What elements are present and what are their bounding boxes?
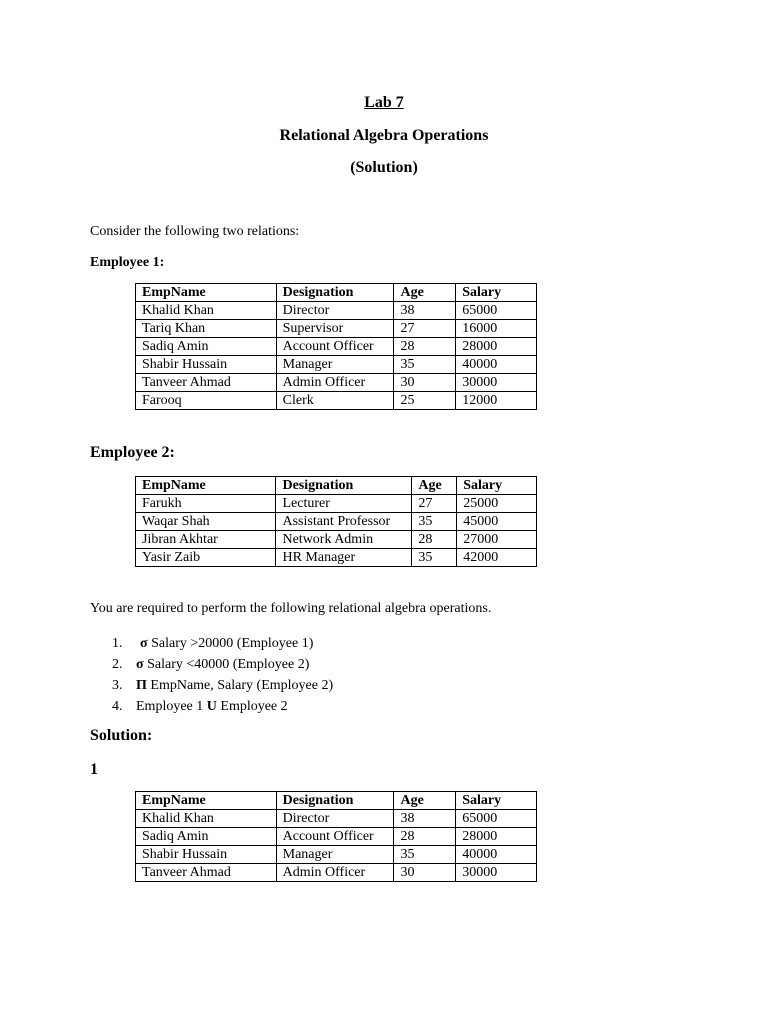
lab-title: Lab 7 bbox=[364, 94, 404, 111]
column-header: EmpName bbox=[136, 477, 276, 495]
table-cell: Shabir Hussain bbox=[136, 846, 277, 864]
table-cell: Waqar Shah bbox=[136, 513, 276, 531]
table-cell: Director bbox=[276, 302, 394, 320]
table-cell: Account Officer bbox=[276, 828, 394, 846]
table-cell: Tanveer Ahmad bbox=[136, 374, 277, 392]
column-header: Designation bbox=[276, 477, 412, 495]
table-cell: 38 bbox=[394, 810, 456, 828]
item-number: 1. bbox=[112, 636, 123, 651]
table-cell: 35 bbox=[394, 846, 456, 864]
employee2-label: Employee 2: bbox=[90, 444, 175, 461]
table-cell: 27 bbox=[412, 495, 457, 513]
table-row bbox=[136, 374, 537, 392]
table-cell: Network Admin bbox=[276, 531, 412, 549]
table-cell: Tanveer Ahmad bbox=[136, 864, 277, 882]
table-row bbox=[136, 302, 537, 320]
table-cell: 25000 bbox=[457, 495, 537, 513]
column-header: EmpName bbox=[136, 792, 277, 810]
item-number: 2. bbox=[112, 657, 123, 672]
table-cell: 28000 bbox=[456, 828, 537, 846]
table-cell: 28 bbox=[394, 338, 456, 356]
table-cell: 28 bbox=[394, 828, 456, 846]
table-cell: 35 bbox=[412, 513, 457, 531]
column-header: Designation bbox=[276, 284, 394, 302]
table-cell: Yasir Zaib bbox=[136, 549, 276, 567]
table-row bbox=[136, 864, 537, 882]
table-row bbox=[136, 810, 537, 828]
task-text: You are required to perform the following relational algebra operations. bbox=[90, 601, 492, 616]
table-cell: 35 bbox=[394, 356, 456, 374]
table-cell: 30 bbox=[394, 374, 456, 392]
operation-text: Salary <40000 (Employee 2) bbox=[143, 657, 310, 672]
column-header: Age bbox=[412, 477, 457, 495]
sigma-symbol: σ bbox=[136, 657, 144, 672]
operation-text: Employee 2 bbox=[216, 699, 288, 714]
column-header: Salary bbox=[456, 284, 537, 302]
table-cell: 45000 bbox=[457, 513, 537, 531]
sigma-symbol: σ bbox=[140, 636, 148, 651]
table-cell: 35 bbox=[412, 549, 457, 567]
operation-text: EmpName, Salary (Employee 2) bbox=[146, 678, 334, 693]
table-cell: 65000 bbox=[456, 810, 537, 828]
operation-text: Salary >20000 (Employee 1) bbox=[147, 636, 314, 651]
table-cell: 38 bbox=[394, 302, 456, 320]
table-row bbox=[136, 495, 537, 513]
table-cell: 12000 bbox=[456, 392, 537, 410]
table-cell: Khalid Khan bbox=[136, 810, 277, 828]
column-header: Age bbox=[394, 792, 456, 810]
pi-symbol: Π bbox=[136, 678, 147, 693]
operation-prefix: Employee 1 bbox=[136, 699, 207, 714]
column-header: Age bbox=[394, 284, 456, 302]
table-header-row bbox=[136, 792, 537, 810]
table-cell: Assistant Professor bbox=[276, 513, 412, 531]
table-row bbox=[136, 846, 537, 864]
table-cell: Manager bbox=[276, 356, 394, 374]
employee1-label: Employee 1: bbox=[90, 255, 165, 270]
column-header: Salary bbox=[457, 477, 537, 495]
table-cell: 16000 bbox=[456, 320, 537, 338]
intro-text: Consider the following two relations: bbox=[90, 224, 300, 239]
table-cell: 27 bbox=[394, 320, 456, 338]
table-cell: 42000 bbox=[457, 549, 537, 567]
table-cell: Lecturer bbox=[276, 495, 412, 513]
table-cell: 28000 bbox=[456, 338, 537, 356]
table-cell: 30 bbox=[394, 864, 456, 882]
solution-table bbox=[135, 791, 537, 882]
item-number: 4. bbox=[112, 699, 123, 714]
table-cell: 30000 bbox=[456, 374, 537, 392]
table-cell: 27000 bbox=[457, 531, 537, 549]
table-cell: Admin Officer bbox=[276, 374, 394, 392]
column-header: Salary bbox=[456, 792, 537, 810]
table-cell: Sadiq Amin bbox=[136, 338, 277, 356]
table-row bbox=[136, 392, 537, 410]
page-subtitle: (Solution) bbox=[350, 159, 418, 176]
table-cell: Farukh bbox=[136, 495, 276, 513]
table-cell: 28 bbox=[412, 531, 457, 549]
column-header: EmpName bbox=[136, 284, 277, 302]
table-header-row bbox=[136, 284, 537, 302]
table-row bbox=[136, 338, 537, 356]
table-cell: Shabir Hussain bbox=[136, 356, 277, 374]
table-row bbox=[136, 549, 537, 567]
table-row bbox=[136, 531, 537, 549]
page-title: Relational Algebra Operations bbox=[279, 127, 489, 144]
table-cell: 65000 bbox=[456, 302, 537, 320]
table-row bbox=[136, 828, 537, 846]
table-cell: Khalid Khan bbox=[136, 302, 277, 320]
table-cell: Account Officer bbox=[276, 338, 394, 356]
table-cell: Manager bbox=[276, 846, 394, 864]
employee2-table bbox=[135, 476, 537, 567]
item-number: 3. bbox=[112, 678, 123, 693]
table-cell: 30000 bbox=[456, 864, 537, 882]
table-header-row bbox=[136, 477, 537, 495]
table-cell: Jibran Akhtar bbox=[136, 531, 276, 549]
table-cell: Farooq bbox=[136, 392, 277, 410]
table-cell: Clerk bbox=[276, 392, 394, 410]
table-cell: 25 bbox=[394, 392, 456, 410]
table-cell: Director bbox=[276, 810, 394, 828]
table-cell: 40000 bbox=[456, 846, 537, 864]
table-cell: 40000 bbox=[456, 356, 537, 374]
table-row bbox=[136, 513, 537, 531]
table-cell: Admin Officer bbox=[276, 864, 394, 882]
solution-part-number: 1 bbox=[90, 761, 98, 778]
table-cell: Tariq Khan bbox=[136, 320, 277, 338]
solution-label: Solution: bbox=[90, 727, 153, 744]
column-header: Designation bbox=[276, 792, 394, 810]
table-cell: Sadiq Amin bbox=[136, 828, 277, 846]
union-symbol: U bbox=[206, 699, 217, 714]
employee1-table bbox=[135, 283, 537, 410]
table-cell: HR Manager bbox=[276, 549, 412, 567]
table-cell: Supervisor bbox=[276, 320, 394, 338]
table-row bbox=[136, 320, 537, 338]
table-row bbox=[136, 356, 537, 374]
